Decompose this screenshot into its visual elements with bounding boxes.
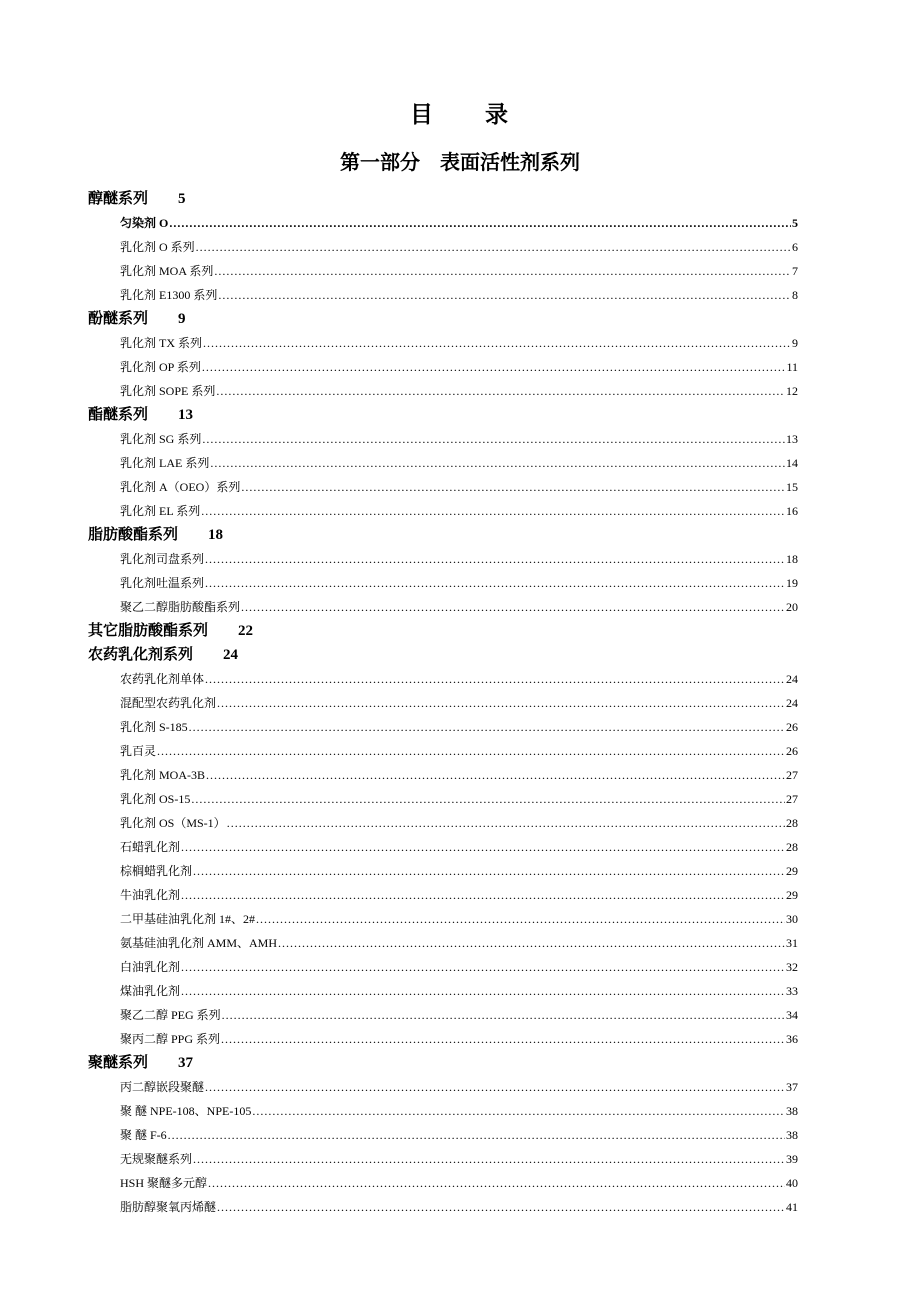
section-title: 醇醚系列 <box>88 191 149 207</box>
toc-entry[interactable] <box>120 331 798 355</box>
entry-label: 聚 醚 NPE-108、NPE-105 <box>120 1104 252 1118</box>
entry-page-number: 27 <box>786 768 798 782</box>
toc-entry[interactable] <box>120 379 798 403</box>
entry-label: 乳化剂 SG 系列 <box>120 432 202 446</box>
entry-label: 乳化剂 A（OEO）系列 <box>120 480 241 494</box>
dot-leader <box>205 667 785 691</box>
entry-label: 乳化剂 OS（MS-1） <box>120 816 226 830</box>
entry-label: 乳化剂 MOA 系列 <box>120 264 214 278</box>
entry-label: 乳百灵 <box>120 744 157 758</box>
entry-label: 乳化剂 S-185 <box>120 720 188 734</box>
toc-entry[interactable] <box>120 1171 798 1195</box>
toc-entry[interactable] <box>120 595 798 619</box>
entry-page-number: 11 <box>786 360 798 374</box>
toc-entry[interactable] <box>120 835 798 859</box>
toc-section-heading[interactable] <box>88 403 798 427</box>
entry-label: 混配型农药乳化剂 <box>120 696 217 710</box>
entry-label: 乳化剂 LAE 系列 <box>120 456 210 470</box>
toc-section-heading[interactable] <box>88 187 798 211</box>
entry-page-number: 30 <box>786 912 798 926</box>
toc-entry[interactable] <box>120 811 798 835</box>
entry-label: 乳化剂 OP 系列 <box>120 360 201 374</box>
entry-page-number: 32 <box>786 960 798 974</box>
toc-entry[interactable] <box>120 355 798 379</box>
toc-entry[interactable] <box>120 1075 798 1099</box>
dot-leader <box>193 1147 785 1171</box>
entry-label: 乳化剂 SOPE 系列 <box>120 384 216 398</box>
entry-page-number: 14 <box>786 456 798 470</box>
toc-section-heading[interactable] <box>88 643 798 667</box>
entry-page-number: 38 <box>786 1104 798 1118</box>
entry-page-number: 8 <box>792 288 798 302</box>
dot-leader <box>189 715 785 739</box>
entry-label: 石蜡乳化剂 <box>120 840 181 854</box>
toc-entry[interactable] <box>120 1003 798 1027</box>
entry-page-number: 9 <box>792 336 798 350</box>
dot-leader <box>196 235 791 259</box>
entry-label: 乳化剂 TX 系列 <box>120 336 202 350</box>
section-title: 农药乳化剂系列 <box>88 647 194 663</box>
toc-entry[interactable] <box>120 499 798 523</box>
toc-entry[interactable] <box>120 283 798 307</box>
toc-entry[interactable] <box>120 427 798 451</box>
entry-label: 乳化剂 MOA-3B <box>120 768 206 782</box>
entry-page-number: 26 <box>786 744 798 758</box>
toc-section-heading[interactable] <box>88 523 798 547</box>
entry-page-number: 31 <box>786 936 798 950</box>
entry-label: 白油乳化剂 <box>120 960 181 974</box>
entry-page-number: 16 <box>786 504 798 518</box>
entry-page-number: 29 <box>786 888 798 902</box>
section-page-number: 24 <box>223 647 239 663</box>
entry-page-number: 34 <box>786 1008 798 1022</box>
entry-page-number: 7 <box>792 264 798 278</box>
toc-entry[interactable] <box>120 979 798 1003</box>
dot-leader <box>217 691 785 715</box>
entry-label: 乳化剂司盘系列 <box>120 552 205 566</box>
entry-page-number: 29 <box>786 864 798 878</box>
toc-entry[interactable] <box>120 955 798 979</box>
dot-leader <box>202 427 785 451</box>
toc-entry[interactable] <box>120 787 798 811</box>
entry-page-number: 13 <box>786 432 798 446</box>
dot-leader <box>205 1075 785 1099</box>
section-page-number: 5 <box>178 191 186 207</box>
entry-page-number: 41 <box>786 1200 798 1214</box>
section-title: 脂肪酸酯系列 <box>88 527 179 543</box>
dot-leader <box>181 955 785 979</box>
toc-entry[interactable] <box>120 691 798 715</box>
dot-leader <box>169 211 791 235</box>
entry-label: 聚乙二醇脂肪酸酯系列 <box>120 600 241 614</box>
dot-leader <box>205 547 785 571</box>
toc-section-heading[interactable] <box>88 619 798 643</box>
entry-label: 丙二醇嵌段聚醚 <box>120 1080 205 1094</box>
toc-entry[interactable] <box>120 547 798 571</box>
dot-leader <box>208 1171 785 1195</box>
entry-page-number: 28 <box>786 840 798 854</box>
entry-label: 二甲基硅油乳化剂 1#、2# <box>120 912 256 926</box>
entry-label: 聚乙二醇 PEG 系列 <box>120 1008 221 1022</box>
section-title: 聚醚系列 <box>88 1055 149 1071</box>
dot-leader <box>278 931 785 955</box>
entry-page-number: 33 <box>786 984 798 998</box>
entry-label: 乳化剂 OS-15 <box>120 792 191 806</box>
dot-leader <box>218 283 791 307</box>
toc-entry[interactable] <box>120 1147 798 1171</box>
toc-entry[interactable] <box>120 931 798 955</box>
entry-label: 乳化剂 EL 系列 <box>120 504 201 518</box>
dot-leader <box>206 763 785 787</box>
section-page-number: 9 <box>178 311 186 327</box>
dot-leader <box>221 1027 785 1051</box>
section-page-number: 37 <box>178 1055 194 1071</box>
entry-label: 乳化剂 O 系列 <box>120 240 195 254</box>
toc-entry[interactable] <box>120 1027 798 1051</box>
entry-label: 乳化剂 E1300 系列 <box>120 288 218 302</box>
entry-label: 牛油乳化剂 <box>120 888 181 902</box>
entry-label: 棕榈蜡乳化剂 <box>120 864 193 878</box>
entry-label: 煤油乳化剂 <box>120 984 181 998</box>
toc-entry[interactable] <box>120 739 798 763</box>
entry-page-number: 26 <box>786 720 798 734</box>
section-page-number: 13 <box>178 407 194 423</box>
dot-leader <box>193 859 785 883</box>
entry-label: 脂肪醇聚氧丙烯醚 <box>120 1200 217 1214</box>
dot-leader <box>210 451 785 475</box>
section-title: 其它脂肪酸酯系列 <box>88 623 209 639</box>
entry-page-number: 19 <box>786 576 798 590</box>
toc-entry[interactable] <box>120 475 798 499</box>
dot-leader <box>181 979 785 1003</box>
toc-entry[interactable] <box>120 1123 798 1147</box>
entry-label: 匀染剂 O <box>120 216 169 230</box>
dot-leader <box>157 739 785 763</box>
entry-page-number: 12 <box>786 384 798 398</box>
toc-section-heading[interactable] <box>88 1051 798 1075</box>
entry-page-number: 38 <box>786 1128 798 1142</box>
dot-leader <box>168 1123 785 1147</box>
section-title: 酚醚系列 <box>88 311 149 327</box>
dot-leader <box>222 1003 785 1027</box>
entry-page-number: 20 <box>786 600 798 614</box>
entry-page-number: 5 <box>792 216 798 230</box>
dot-leader <box>191 787 785 811</box>
toc-entry[interactable] <box>120 763 798 787</box>
dot-leader <box>241 595 785 619</box>
dot-leader <box>205 571 785 595</box>
entry-page-number: 6 <box>792 240 798 254</box>
entry-label: 农药乳化剂单体 <box>120 672 205 686</box>
dot-leader <box>252 1099 785 1123</box>
entry-label: 聚丙二醇 PPG 系列 <box>120 1032 221 1046</box>
dot-leader <box>181 835 785 859</box>
toc-entry[interactable] <box>120 451 798 475</box>
dot-leader <box>181 883 785 907</box>
entry-page-number: 27 <box>786 792 798 806</box>
page-title: 目 录 <box>410 102 510 127</box>
entry-label: 乳化剂吐温系列 <box>120 576 205 590</box>
toc-entry[interactable] <box>120 859 798 883</box>
entry-page-number: 24 <box>786 696 798 710</box>
entry-label: 聚 醚 F-6 <box>120 1128 167 1142</box>
dot-leader <box>214 259 791 283</box>
dot-leader <box>256 907 785 931</box>
toc-entry[interactable] <box>120 1195 798 1219</box>
entry-page-number: 39 <box>786 1152 798 1166</box>
section-page-number: 22 <box>238 623 254 639</box>
toc-entry[interactable] <box>120 1099 798 1123</box>
entry-page-number: 18 <box>786 552 798 566</box>
entry-page-number: 24 <box>786 672 798 686</box>
dot-leader <box>203 331 791 355</box>
dot-leader <box>227 811 785 835</box>
entry-page-number: 36 <box>786 1032 798 1046</box>
entry-label: 无规聚醚系列 <box>120 1152 193 1166</box>
section-page-number: 18 <box>208 527 224 543</box>
entry-label: 氨基硅油乳化剂 AMM、AMH <box>120 936 278 950</box>
dot-leader <box>201 499 785 523</box>
toc-entry[interactable] <box>120 235 798 259</box>
dot-leader <box>217 1195 785 1219</box>
toc-entry[interactable] <box>120 211 798 235</box>
entry-page-number: 37 <box>786 1080 798 1094</box>
entry-page-number: 15 <box>786 480 798 494</box>
part-title: 第一部分 表面活性剂系列 <box>340 152 580 174</box>
table-of-contents <box>88 187 798 1219</box>
dot-leader <box>216 379 785 403</box>
toc-entry[interactable] <box>120 667 798 691</box>
entry-label: HSH 聚醚多元醇 <box>120 1176 208 1190</box>
toc-entry[interactable] <box>120 883 798 907</box>
section-title: 酯醚系列 <box>88 407 149 423</box>
toc-entry[interactable] <box>120 907 798 931</box>
toc-entry[interactable] <box>120 259 798 283</box>
entry-page-number: 28 <box>786 816 798 830</box>
entry-page-number: 40 <box>786 1176 798 1190</box>
toc-section-heading[interactable] <box>88 307 798 331</box>
dot-leader <box>241 475 785 499</box>
dot-leader <box>202 355 786 379</box>
toc-entry[interactable] <box>120 571 798 595</box>
toc-entry[interactable] <box>120 715 798 739</box>
